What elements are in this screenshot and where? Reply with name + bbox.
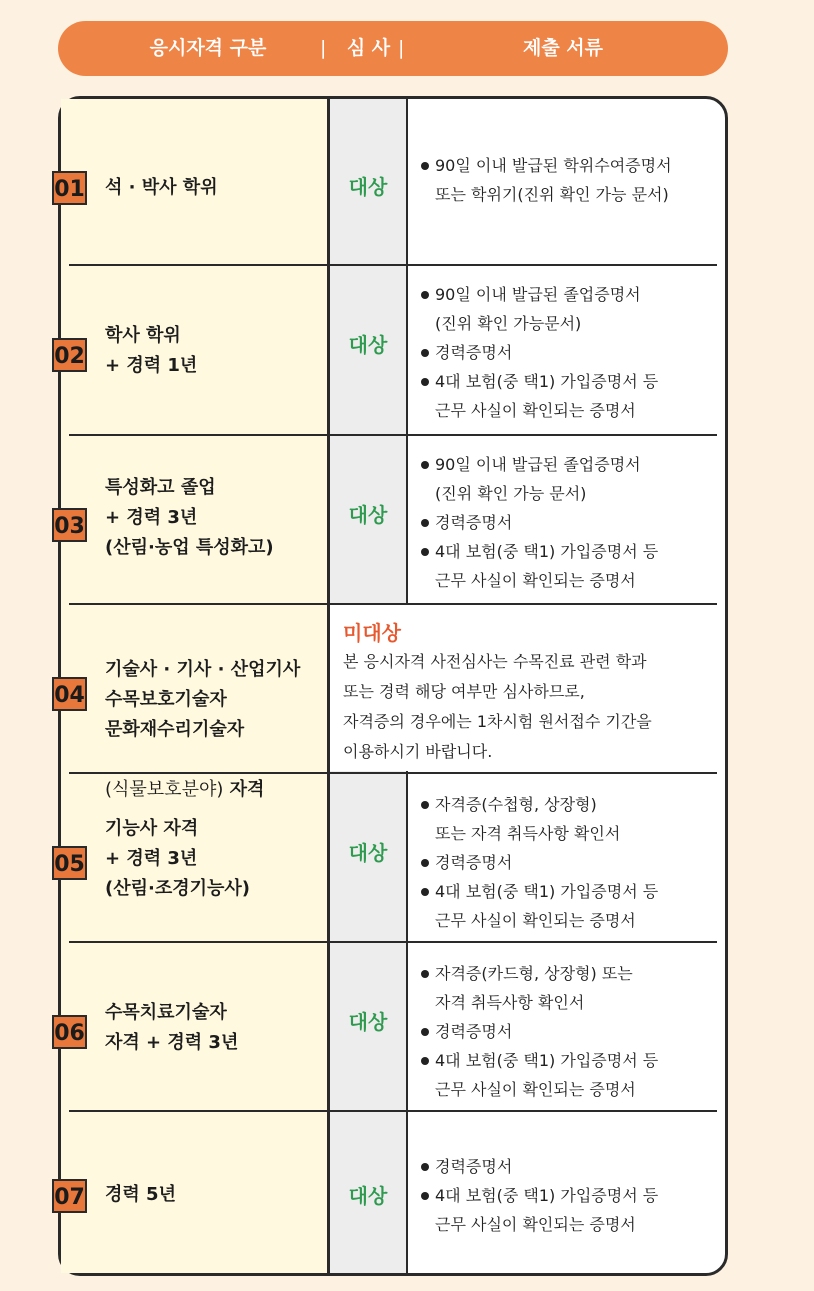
row-number: 04 xyxy=(52,677,87,711)
table-row xyxy=(54,436,725,604)
qualification-label: 수목치료기술자 자격 + 경력 3년 xyxy=(105,1002,239,1053)
header-review: 심 사 xyxy=(346,37,391,59)
document-list xyxy=(421,790,721,935)
document-item: 4대 보험(중 택1) 가입증명서 등 근무 사실이 확인되는 증명서 xyxy=(421,367,721,425)
review-status: 대상 xyxy=(348,1010,388,1034)
header-separator: | xyxy=(398,37,405,59)
document-item: 90일 이내 발급된 학위수여증명서 또는 학위기(진위 확인 가능 문서) xyxy=(421,151,721,209)
review-status: 대상 xyxy=(348,1184,388,1208)
document-item: 자격증(카드형, 상장형) 또는 자격 취득사항 확인서 xyxy=(421,959,721,1017)
qualification-label: 기능사 자격 + 경력 3년 (산림·조경기능사) xyxy=(105,818,251,899)
row-number: 03 xyxy=(52,508,87,542)
document-item: 경력증명서 xyxy=(421,848,721,877)
qualification-table xyxy=(54,96,728,1276)
header-documents: 제출 서류 xyxy=(522,37,604,59)
table-row xyxy=(54,1112,725,1276)
document-item: 90일 이내 발급된 졸업증명서 (진위 확인 가능 문서) xyxy=(421,450,721,508)
document-list xyxy=(421,1152,721,1239)
review-status: 대상 xyxy=(348,175,388,199)
notice-text: 본 응시자격 사전심사는 수목진료 관련 학과 또는 경력 해당 여부만 심사하므로, 자격증의 경우에는 1차시험 원서접수 기간을 이용하시기 바랍니다. xyxy=(343,652,652,761)
table-row xyxy=(54,774,725,942)
table-row xyxy=(54,99,725,265)
document-list xyxy=(421,151,721,209)
table-header xyxy=(58,21,728,76)
row-number: 07 xyxy=(52,1179,87,1213)
document-item: 4대 보험(중 택1) 가입증명서 등 근무 사실이 확인되는 증명서 xyxy=(421,1181,721,1239)
document-item: 자격증(수첩형, 상장형) 또는 자격 취득사항 확인서 xyxy=(421,790,721,848)
not-applicable-label: 미대상 xyxy=(343,621,401,645)
document-item: 경력증명서 xyxy=(421,508,721,537)
review-status: 대상 xyxy=(348,333,388,357)
qualification-label: 경력 5년 xyxy=(105,1184,176,1205)
document-list xyxy=(421,280,721,425)
header-qualification: 응시자격 구분 xyxy=(149,37,267,59)
row-number: 06 xyxy=(52,1015,87,1049)
header-separator: | xyxy=(320,37,327,59)
review-status: 대상 xyxy=(348,841,388,865)
document-item: 90일 이내 발급된 졸업증명서 (진위 확인 가능문서) xyxy=(421,280,721,338)
document-list xyxy=(421,450,721,595)
table-row xyxy=(54,943,725,1111)
document-item: 4대 보험(중 택1) 가입증명서 등 근무 사실이 확인되는 증명서 xyxy=(421,537,721,595)
document-list xyxy=(421,959,721,1104)
table-row xyxy=(54,266,725,434)
document-item: 4대 보험(중 택1) 가입증명서 등 근무 사실이 확인되는 증명서 xyxy=(421,1046,721,1104)
row-number: 01 xyxy=(52,171,87,205)
row-number: 02 xyxy=(52,338,87,372)
document-item: 경력증명서 xyxy=(421,338,721,367)
review-status: 대상 xyxy=(348,503,388,527)
document-item: 경력증명서 xyxy=(421,1152,721,1181)
qualification-label: 학사 학위 + 경력 1년 xyxy=(105,325,198,376)
row-number: 05 xyxy=(52,846,87,880)
qualification-main: 기술사 · 기사 · 산업기사 수목보호기술자 문화재수리기술자 xyxy=(105,659,301,740)
document-item: 4대 보험(중 택1) 가입증명서 등 근무 사실이 확인되는 증명서 xyxy=(421,877,721,935)
qualification-label: 석 · 박사 학위 xyxy=(105,177,218,198)
table-row xyxy=(54,605,725,800)
qualification-suffix: 자격 xyxy=(223,779,265,800)
qualification-label: 특성화고 졸업 + 경력 3년 (산림·농업 특성화고) xyxy=(105,477,274,558)
qualification-note: (식물보호분야) xyxy=(105,779,224,800)
document-item: 경력증명서 xyxy=(421,1017,721,1046)
